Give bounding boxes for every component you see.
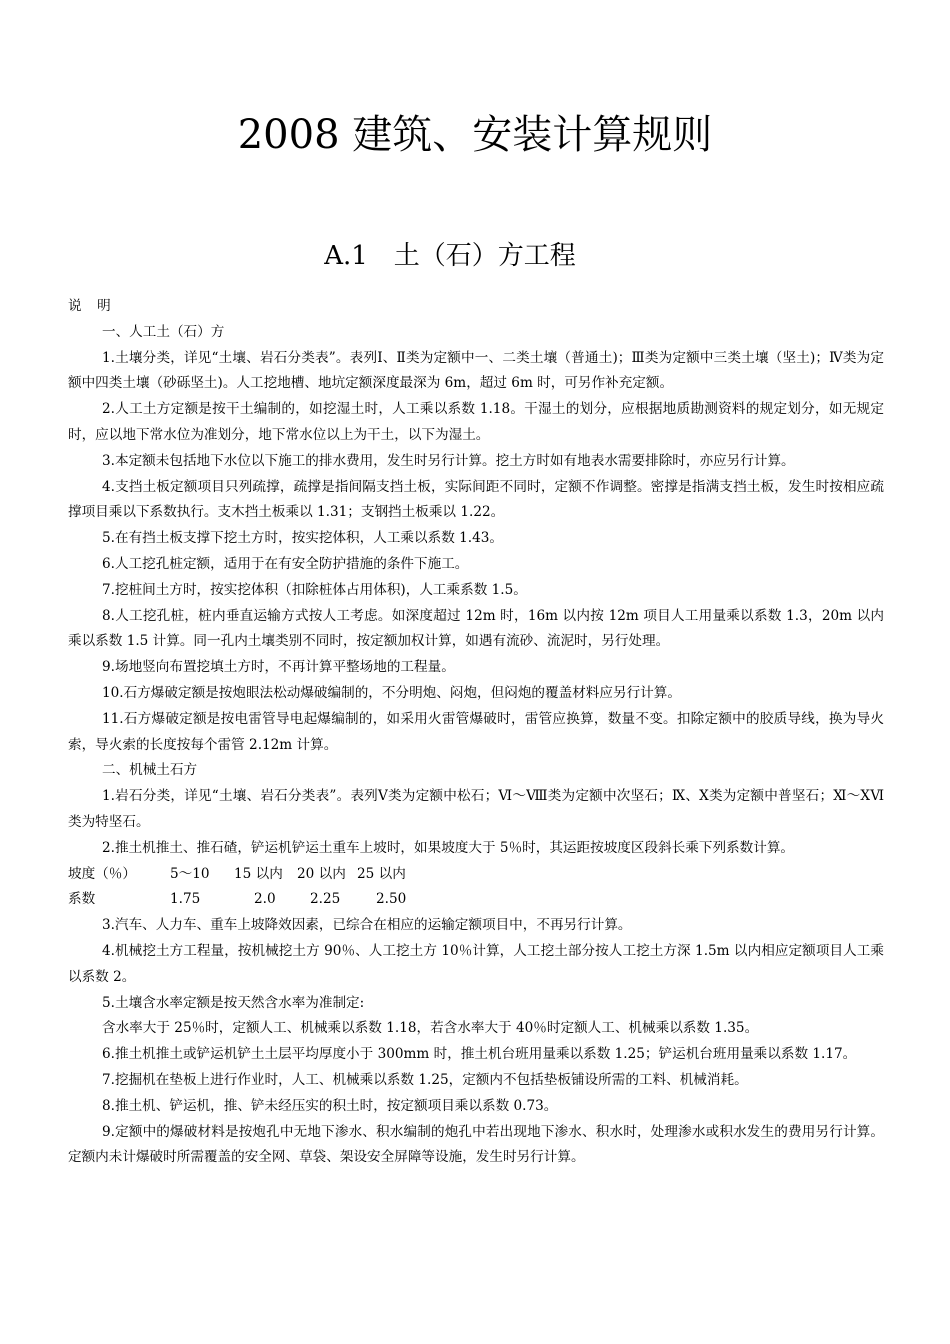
slope-table-cell: 5～10 bbox=[170, 865, 210, 882]
paragraph: 5.土壤含水率定额是按天然含水率为准制定: bbox=[102, 994, 365, 1011]
paragraph: 3.本定额未包括地下水位以下施工的排水费用，发生时另行计算。挖土方时如有地表水需要排除时，亦应另行计算。 bbox=[102, 452, 795, 469]
paragraph: 5.在有挡土板支撑下挖土方时，按实挖体积，人工乘以系数 1.43。 bbox=[102, 530, 503, 547]
paragraph: 8.人工挖孔桩，桩内垂直运输方式按人工考虑。如深度超过 12m 时，16m 以内按 12m 项目人工用量乘以系数 1.3，20m 以内乘以系数 1.5 计算。同一孔内土壤类别不同时，按定额加权计算，如遇有流砂、流泥时，另行处理。 bbox=[68, 607, 884, 650]
slope-table-cell: 25 以内 bbox=[357, 865, 406, 882]
paragraph: 11.石方爆破定额是按电雷管导电起爆编制的，如采用火雷管爆破时，雷管应换算，数量不变。扣除定额中的胶质导线，换为导火索，导火索的长度按每个雷管 2.12m 计算。 bbox=[68, 710, 884, 753]
slope-table-cell: 2.25 bbox=[310, 891, 341, 908]
paragraph: 4.机械挖土方工程量，按机械挖土方 90％、人工挖土方 10％计算，人工挖土部分按人工挖土方深 1.5m 以内相应定额项目人工乘以系数 2。 bbox=[68, 942, 884, 985]
paragraph: 7.挖桩间土方时，按实挖体积（扣除桩体占用体积)，人工乘系数 1.5。 bbox=[102, 581, 527, 598]
paragraph: 8.推土机、铲运机，推、铲未经压实的积土时，按定额项目乘以系数 0.73。 bbox=[102, 1097, 558, 1114]
slope-table-cell: 系数 bbox=[68, 891, 96, 908]
slope-table-header-row bbox=[68, 862, 884, 888]
slope-table-cell: 1.75 bbox=[170, 891, 201, 908]
slope-table-value-row bbox=[68, 887, 884, 913]
slope-table-cell: 坡度（％） bbox=[68, 865, 136, 882]
part1-heading: 一、人工土（石）方 bbox=[102, 323, 225, 340]
paragraph: 2.人工土方定额是按干土编制的，如挖湿土时，人工乘以系数 1.18。干湿土的划分，应根据地质勘测资料的规定划分，如无规定时，应以地下常水位为准划分，地下常水位以上为干土，以下为湿土。 bbox=[68, 401, 884, 443]
document-title: 2008 建筑、安装计算规则 bbox=[237, 112, 713, 158]
paragraph: 9.定额中的爆破材料是按炮孔中无地下渗水、积水编制的炮孔中若出现地下渗水、积水时，处理渗水或积水发生的费用另行计算。定额内未计爆破时所需覆盖的安全网、草袋、架设安全屏障等设施，发生时另行计算。 bbox=[68, 1123, 884, 1166]
explain-label: 说 明 bbox=[68, 298, 112, 314]
document-body bbox=[68, 294, 884, 1171]
section-title: A.1 土（石）方工程 bbox=[324, 241, 576, 271]
paragraph: 9.场地竖向布置挖填土方时，不再计算平整场地的工程量。 bbox=[102, 659, 455, 676]
paragraph: 含水率大于 25％时，定额人工、机械乘以系数 1.18，若含水率大于 40％时定额人工、机械乘以系数 1.35。 bbox=[102, 1020, 759, 1037]
paragraph: 1.土壤分类，详见“土壤、岩石分类表”。表列Ⅰ、Ⅱ类为定额中一、二类土壤（普通土)；Ⅲ类为定额中三类土壤（坚土)；Ⅳ类为定额中四类土壤（砂砾坚土)。人工挖地槽、地坑定额深度最深为 6m，超过 6m 时，可另作补充定额。 bbox=[68, 349, 884, 392]
paragraph: 6.人工挖孔桩定额，适用于在有安全防护措施的条件下施工。 bbox=[102, 555, 469, 572]
paragraph: 4.支挡土板定额项目只列疏撑，疏撑是指间隔支挡土板，实际间距不同时，定额不作调整。密撑是指满支挡土板，发生时按相应疏撑项目乘以下系数执行。支木挡土板乘以 1.31；支钢挡土板乘以 1.22。 bbox=[68, 478, 884, 521]
slope-table-cell: 2.50 bbox=[376, 891, 407, 908]
slope-table-cell: 15 以内 bbox=[234, 865, 283, 882]
slope-table-cell: 20 以内 bbox=[297, 865, 346, 882]
slope-table-cell: 2.0 bbox=[254, 891, 276, 908]
paragraph: 3.汽车、人力车、重车上坡降效因素，已综合在相应的运输定额项目中，不再另行计算。 bbox=[102, 917, 632, 934]
paragraph: 6.推土机推土或铲运机铲土土层平均厚度小于 300mm 时，推土机台班用量乘以系数 1.25；铲运机台班用量乘以系数 1.17。 bbox=[102, 1046, 857, 1063]
part2-heading: 二、机械土石方 bbox=[102, 762, 198, 779]
paragraph: 7.挖掘机在垫板上进行作业时，人工、机械乘以系数 1.25，定额内不包括垫板铺设所需的工料、机械消耗。 bbox=[102, 1071, 748, 1088]
paragraph: 10.石方爆破定额是按炮眼法松动爆破编制的，不分明炮、闷炮，但闷炮的覆盖材料应另行计算。 bbox=[102, 684, 681, 701]
paragraph: 2.推土机推土、推石碴，铲运机铲运土重车上坡时，如果坡度大于 5％时，其运距按坡度区段斜长乘下列系数计算。 bbox=[102, 839, 795, 856]
paragraph: 1.岩石分类，详见“土壤、岩石分类表”。表列Ⅴ类为定额中松石；Ⅵ～Ⅷ类为定额中次坚石；Ⅸ、Ⅹ类为定额中普坚石；Ⅺ～ⅩⅥ类为特坚石。 bbox=[68, 788, 884, 830]
